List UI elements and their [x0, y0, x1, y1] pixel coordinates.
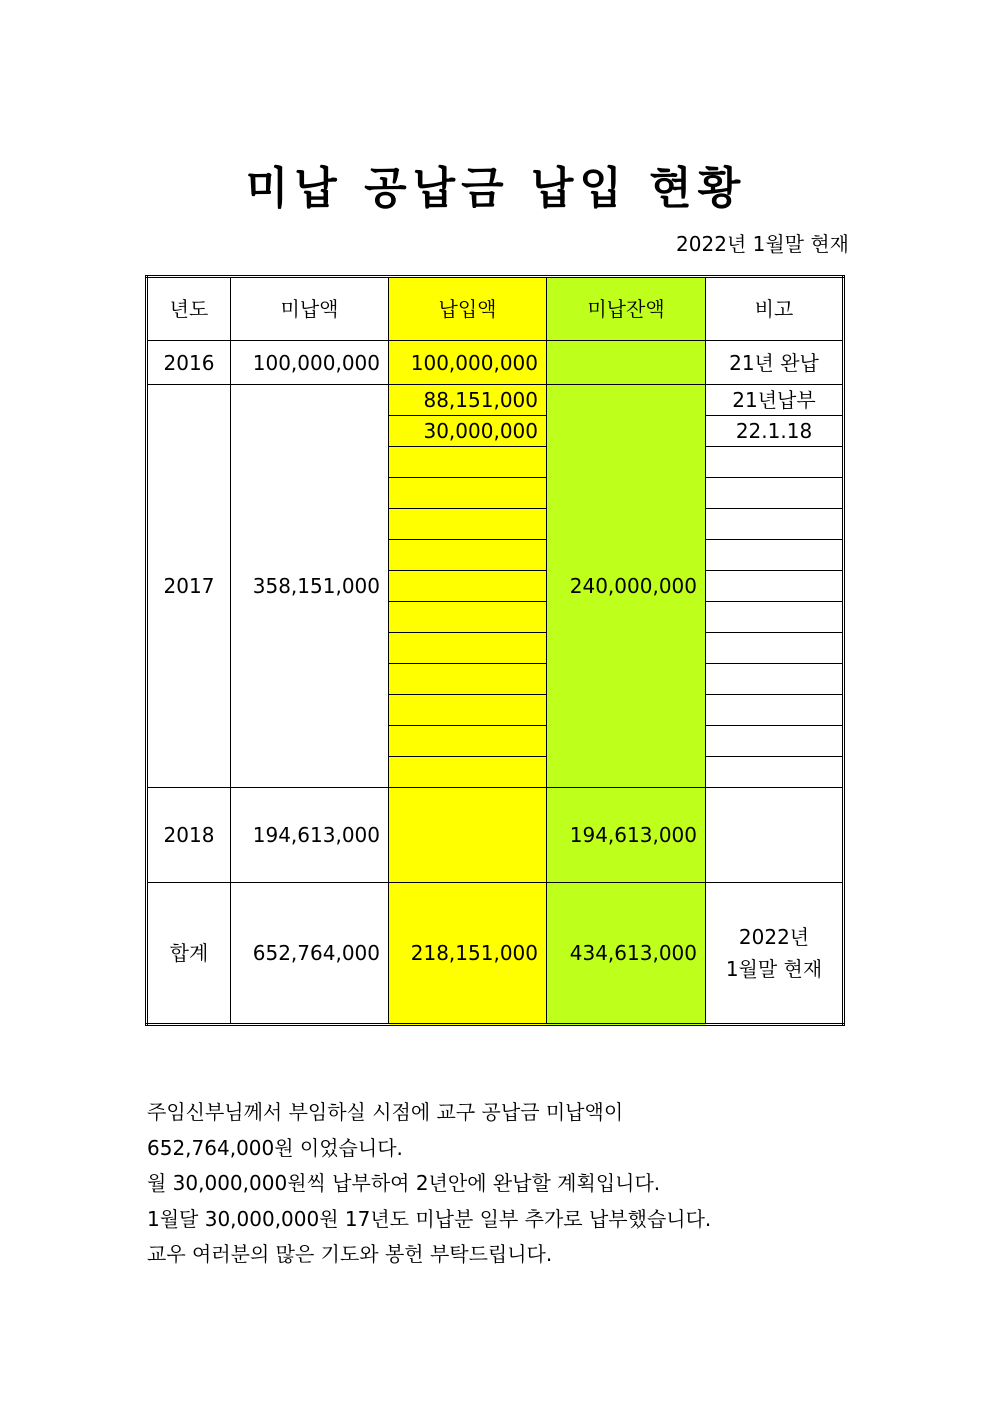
remarks-cell: 21년납부: [706, 385, 844, 416]
table-row-2018: [147, 788, 844, 883]
paid-cell: [389, 540, 547, 571]
paid-cell: 30,000,000: [389, 416, 547, 447]
paid-cell: [389, 478, 547, 509]
remarks-cell: 21년 완납: [706, 341, 844, 385]
paid-cell: [389, 695, 547, 726]
paid-cell: [389, 447, 547, 478]
header-remarks: 비고: [706, 277, 844, 341]
paid-cell: [389, 757, 547, 788]
year-cell: 2018: [147, 788, 231, 883]
notice-text: [147, 1095, 711, 1273]
year-cell: 2017: [147, 385, 231, 788]
notice-line: 1월달 30,000,000원 17년도 미납분 일부 추가로 납부했습니다.: [147, 1206, 712, 1231]
remarks-cell: [706, 571, 844, 602]
remarks-cell: 22.1.18: [706, 416, 844, 447]
total-balance: 434,613,000: [547, 883, 706, 1025]
table-header-row: [147, 277, 844, 341]
total-paid: 218,151,000: [389, 883, 547, 1025]
remarks-cell: [706, 757, 844, 788]
paid-cell: 100,000,000: [389, 341, 547, 385]
total-remarks-line2: 1월말 현재: [725, 957, 823, 981]
remarks-cell: [706, 478, 844, 509]
table-row-2016: [147, 341, 844, 385]
remarks-cell: [706, 788, 844, 883]
total-remarks: [706, 883, 844, 1025]
total-unpaid: 652,764,000: [231, 883, 389, 1025]
header-paid: 납입액: [389, 277, 547, 341]
balance-cell: 194,613,000: [547, 788, 706, 883]
remarks-cell: [706, 633, 844, 664]
paid-cell: [389, 571, 547, 602]
remarks-cell: [706, 447, 844, 478]
paid-cell: [389, 664, 547, 695]
paid-cell: [389, 602, 547, 633]
remarks-cell: [706, 664, 844, 695]
paid-cell: [389, 788, 547, 883]
notice-line: 652,764,000원 이었습니다.: [147, 1135, 403, 1160]
notice-line: 주임신부님께서 부임하실 시점에 교구 공납금 미납액이: [147, 1100, 624, 1124]
notice-line: 교우 여러분의 많은 기도와 봉헌 부탁드립니다.: [147, 1242, 553, 1266]
table-row-2017: [147, 385, 844, 416]
paid-cell: [389, 509, 547, 540]
balance-cell: 240,000,000: [547, 385, 706, 788]
header-balance: 미납잔액: [547, 277, 706, 341]
unpaid-cell: 194,613,000: [231, 788, 389, 883]
remarks-cell: [706, 540, 844, 571]
table-row-total: [147, 883, 844, 1025]
header-unpaid: 미납액: [231, 277, 389, 341]
page-title: 미납 공납금 납입 현황: [245, 163, 747, 214]
total-remarks-line1: 2022년: [738, 925, 810, 949]
paid-cell: 88,151,000: [389, 385, 547, 416]
remarks-cell: [706, 509, 844, 540]
remarks-cell: [706, 695, 844, 726]
payment-status-table: [145, 275, 845, 1026]
paid-cell: [389, 726, 547, 757]
unpaid-cell: 100,000,000: [231, 341, 389, 385]
unpaid-cell: 358,151,000: [231, 385, 389, 788]
notice-line: 월 30,000,000원씩 납부하여 2년안에 완납할 계획입니다.: [147, 1171, 661, 1195]
remarks-cell: [706, 726, 844, 757]
header-year: 년도: [147, 277, 231, 341]
as-of-date: 2022년 1월말 현재: [676, 232, 849, 256]
balance-cell: [547, 341, 706, 385]
total-label: 합계: [147, 883, 231, 1025]
paid-cell: [389, 633, 547, 664]
year-cell: 2016: [147, 341, 231, 385]
remarks-cell: [706, 602, 844, 633]
